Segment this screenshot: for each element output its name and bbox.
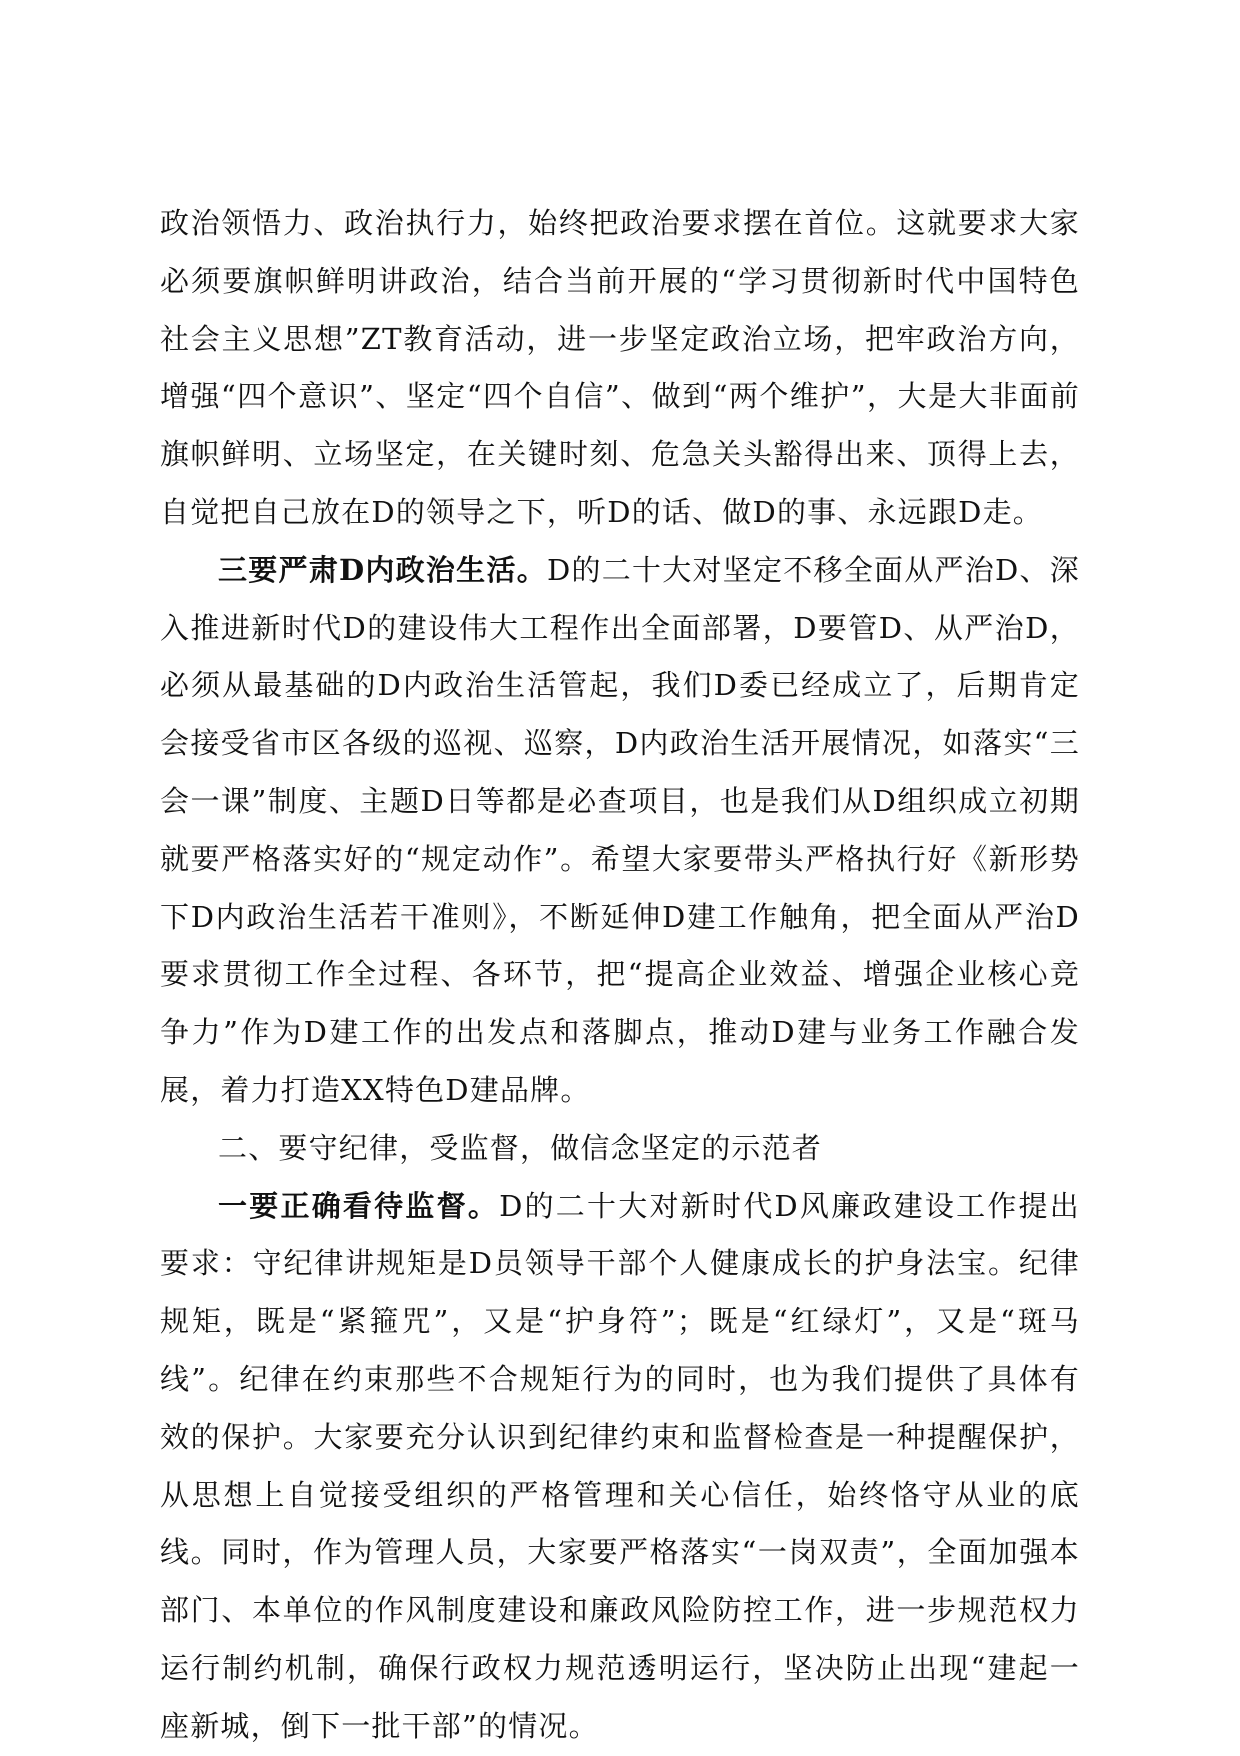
paragraph-text: D的二十大对坚定不移全面从严治D、深入推进新时代D的建设伟大工程作出全面部署，D要管D、从严治D，必须从最基础的D内政治生活管起，我们D委已经成立了，后期肯定会接受省市区各级的巡视、巡察，D内政治生活开展情况，如落实“三会一课”制度、主题D日等都是必查项目，也是我们从D组织成立初期就要严格落实好的“规定动作”。希望大家要带头严格执行好《新形势下D内政治生活若干准则》，不断延伸D建工作触角，把全面从严治D要求贯彻工作全过程、各环节，把“提高企业效益、增强企业核心竞争力”作为D建工作的出发点和落脚点，推动D建与业务工作融合发展，着力打造XX特色D建品牌。	[160, 552, 1080, 1107]
paragraph-view-supervision	[160, 1178, 1080, 1756]
paragraph-lead-heading: 一要正确看待监督。	[218, 1188, 500, 1223]
paragraph-continuation	[160, 195, 1080, 542]
paragraph-strict-political-life	[160, 542, 1080, 1120]
section-heading: 二、要守纪律，受监督，做信念坚定的示范者	[218, 1130, 823, 1165]
paragraph-text: 政治领悟力、政治执行力，始终把政治要求摆在首位。这就要求大家必须要旗帜鲜明讲政治，结合当前开展的“学习贯彻新时代中国特色社会主义思想”ZT教育活动，进一步坚定政治立场，把牢政治方向，增强“四个意识”、坚定“四个自信”、做到“两个维护”，大是大非面前旗帜鲜明、立场坚定，在关键时刻、危急关头豁得出来、顶得上去，自觉把自己放在D的领导之下，听D的话、做D的事、永远跟D走。	[160, 206, 1080, 529]
paragraph-lead-heading: 三要严肃D内政治生活。	[218, 552, 547, 587]
document-page	[160, 195, 1080, 1756]
paragraph-text: D的二十大对新时代D风廉政建设工作提出要求：守纪律讲规矩是D员领导干部个人健康成长的护身法宝。纪律规矩，既是“紧箍咒”，又是“护身符”；既是“红绿灯”，又是“斑马线”。纪律在约束那些不合规矩行为的同时，也为我们提供了具体有效的保护。大家要充分认识到纪律约束和监督检查是一种提醒保护， 从思想上自觉接受组织的严格管理和关心信任，始终恪守从业的底线。同时，作为管理人员，大家要严格落实“一岗双责”，全面加强本部门、本单位的作风制度建设和廉政风险防控工作，进一步规范权力运行制约机制，确保行政权力规范透明运行，坚决防止出现“建起一座新城，倒下一批干部”的情况。	[160, 1188, 1080, 1743]
